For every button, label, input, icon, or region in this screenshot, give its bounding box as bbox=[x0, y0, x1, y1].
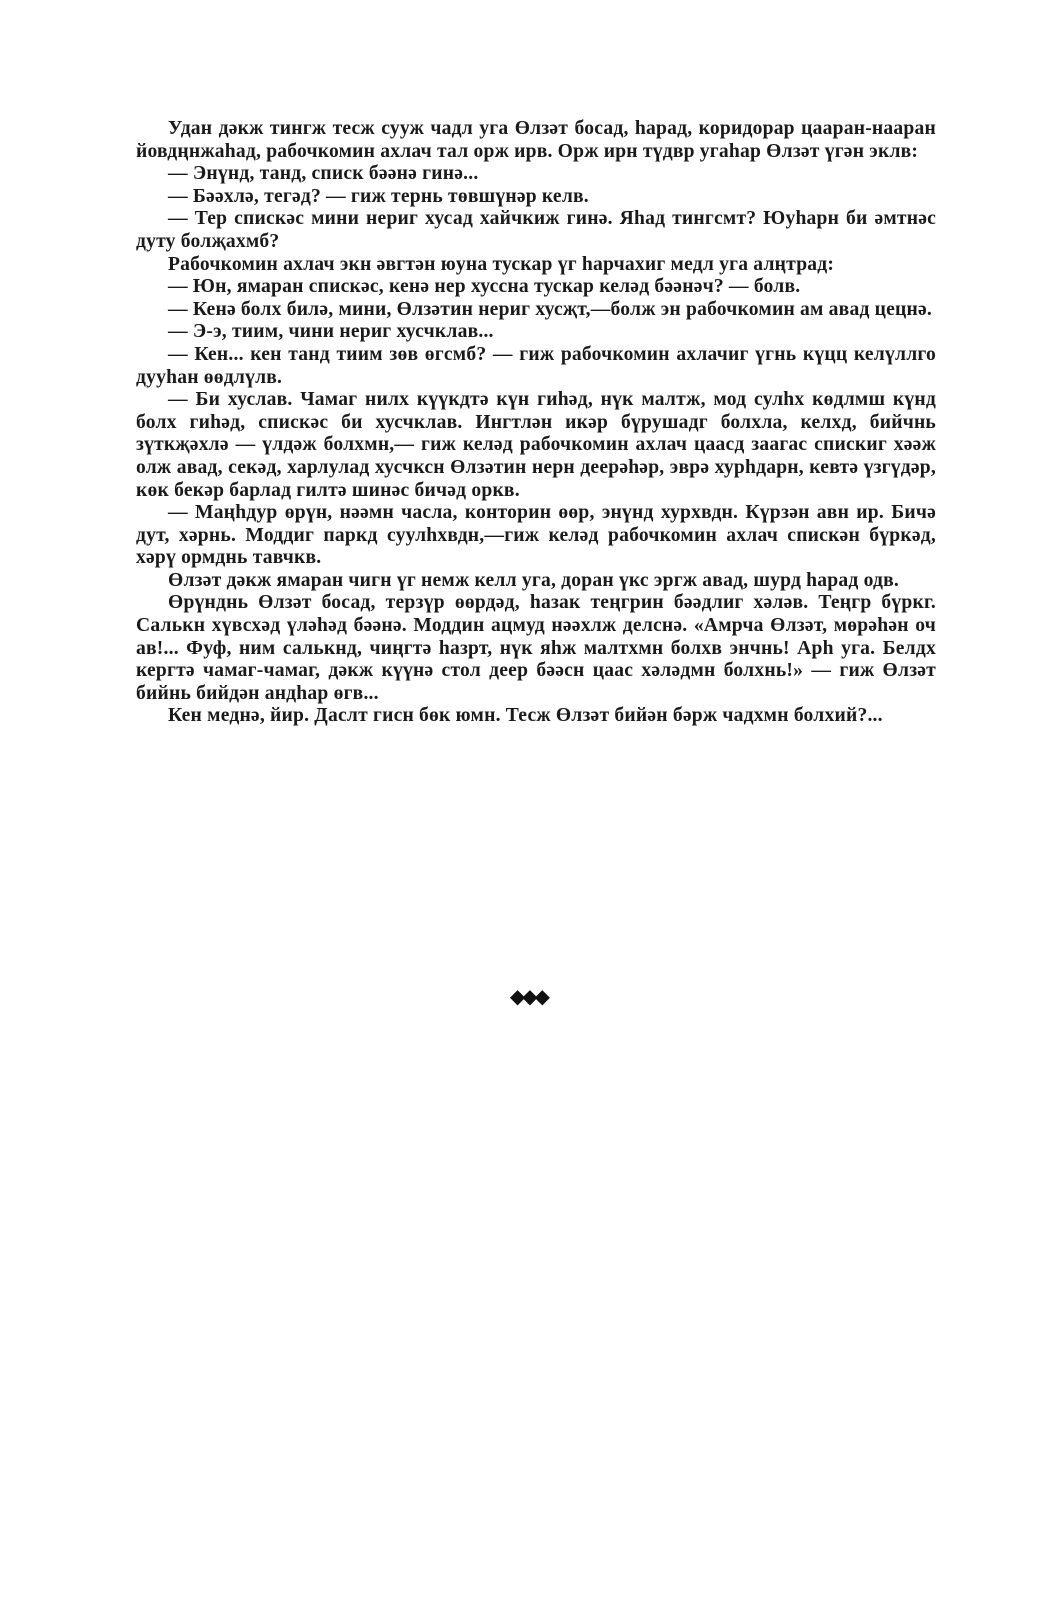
document-body bbox=[136, 118, 936, 728]
paragraph: — Бәәхлә, тегәд? — гиж тернь төвшүнәр келв. bbox=[168, 185, 589, 207]
paragraph: — Тер спискәс мини нериг хусад хайчкиж гинә. Яһад тингсмт? Юуһарн би әмтнәс дуту болҗахмб? bbox=[136, 208, 936, 252]
paragraph: — Э-э, тиим, чини нериг хусчклав... bbox=[168, 321, 494, 343]
paragraph: Кен меднә, йир. Даслт гисн бөк юмн. Тесж Өлзәт бийән бәрж чадхмн болхий?... bbox=[168, 705, 883, 727]
paragraph: — Кен... кен танд тиим зөв өгсмб? — гиж рабочкомин ахлачиг үгнь күцц келүллго дууһан өөдлүлв. bbox=[136, 343, 936, 388]
paragraph: — Маңһдур өрүн, нәәмн часла, конторин өөр, энүнд хурхвдн. Күрзән авн ир. Бичә дут, хәрнь. Моддиг паркд суулһхвдн,—гиж келәд рабочкомин ахлач спискән бүркәд, хәрү ормднь тавчкв. bbox=[136, 502, 936, 569]
paragraph: — Би хуслав. Чамаг нилх күүкдтә күн гиһәд, нүк малтж, мод сулһх көдлмш күнд болх гиһәд, спискәс би хусчклав. Ингтлән икәр бүрушадг болхла, келхд, бийчнь зүткҗәхлә — үлдәж болхмн,— гиж келәд рабочкомин ахлач цаасд заагас спискиг хәәж олж авад, секәд, харлулад хусчксн Өлзәтин нерн деерәһәр, эврә хурһдарн, кевтә үзгүдәр, көк бекәр барлад гилтә шинәс бичәд оркв. bbox=[136, 389, 936, 501]
paragraph: Өлзәт дәкж ямаран чигн үг немж келл уга, доран үкс эргж авад, шурд һарад одв. bbox=[168, 569, 899, 591]
section-ornament: ◆◆◆ bbox=[509, 984, 548, 1008]
paragraph: — Кенә болх билә, мини, Өлзәтин нериг хусҗт,—болж эн рабочкомин ам авад цецнә. bbox=[168, 298, 933, 320]
paragraph: Рабочкомин ахлач экн әвгтән юуна тускар үг һарчахиг медл уга алңтрад: bbox=[168, 253, 835, 275]
paragraph: — Энүнд, танд, списк бәәнә гинә... bbox=[168, 163, 479, 185]
paragraph: Өрүнднь Өлзәт босад, терзүр өөрдәд, һазак теңгрин бәәдлиг хәләв. Теңгр бүркг. Салькн хүвсхәд үләһәд бәәнә. Моддин ацмуд нәәхлж делснә. «Амрча Өлзәт, мөрәһән оч ав!... Фуф, ним салькнд, чиңгтә һазрт, нүк яһж малтхмн болхв энчнь! Арһ уга. Белдх кергтә чамаг-чамаг, дәкж күүнә стол деер бәәсн цаас хәләдмн болхнь!» — гиж Өлзәт бийнь бийдән андһар өгв... bbox=[136, 592, 936, 704]
paragraph: — Юн, ямаран спискәс, кенә нер хуссна тускар келәд бәәнәч? — болв. bbox=[168, 276, 801, 298]
paragraph: Удан дәкж тингж тесж сууж чадл уга Өлзәт босад, һарад, коридорар цааран-нааран йовдңнжаһад, рабочкомин ахлач тал орж ирв. Орж ирн түдвр угаһар Өлзәт үгән эклв: bbox=[136, 118, 936, 162]
